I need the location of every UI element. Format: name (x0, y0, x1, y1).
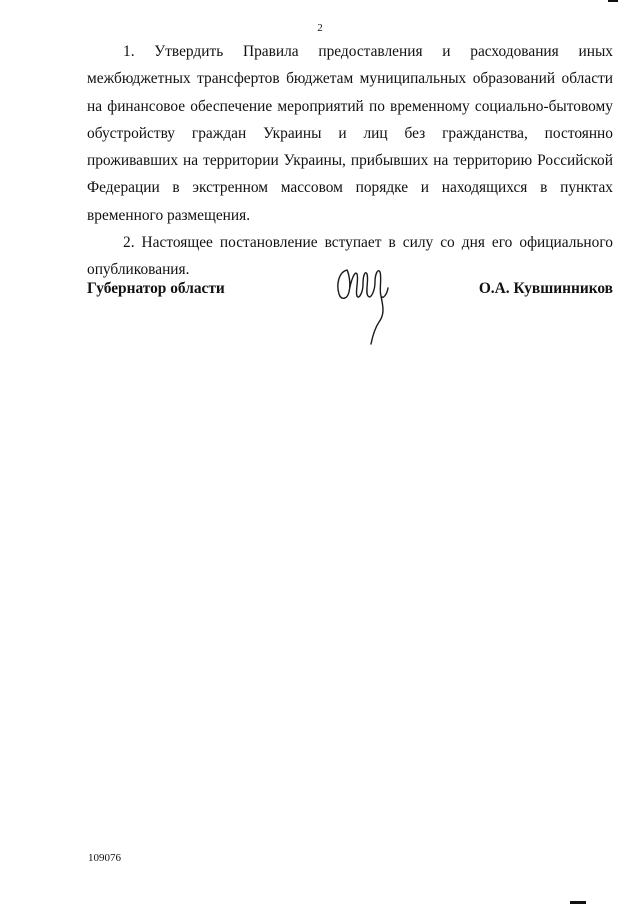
corner-mark-bottom (570, 901, 586, 904)
paragraph-2: 2. Настоящее постановление вступает в силу со дня его официального опубликования. (87, 234, 613, 279)
page-number: 2 (317, 22, 323, 34)
document-body (87, 38, 613, 284)
signatory-name: О.А. Кувшинников (478, 280, 613, 297)
signatory-title: Губернатор области (87, 280, 225, 297)
document-code: 109076 (88, 852, 121, 864)
paragraph-1: 1. Утвердить Правила предоставления и расходования иных межбюджетных трансфертов бюджетам муниципальных образований области на финансовое обеспечение мероприятий по временному социально-бытовому обустройству граждан Украины и лиц без гражданства, постоянно проживавших на территории Украины, прибывших на территорию Российской Федерации в экстренном массовом порядке и находящихся в пунктах временного размещения. (87, 43, 613, 224)
handwritten-signature-icon (333, 262, 393, 346)
corner-mark-top (608, 0, 618, 2)
